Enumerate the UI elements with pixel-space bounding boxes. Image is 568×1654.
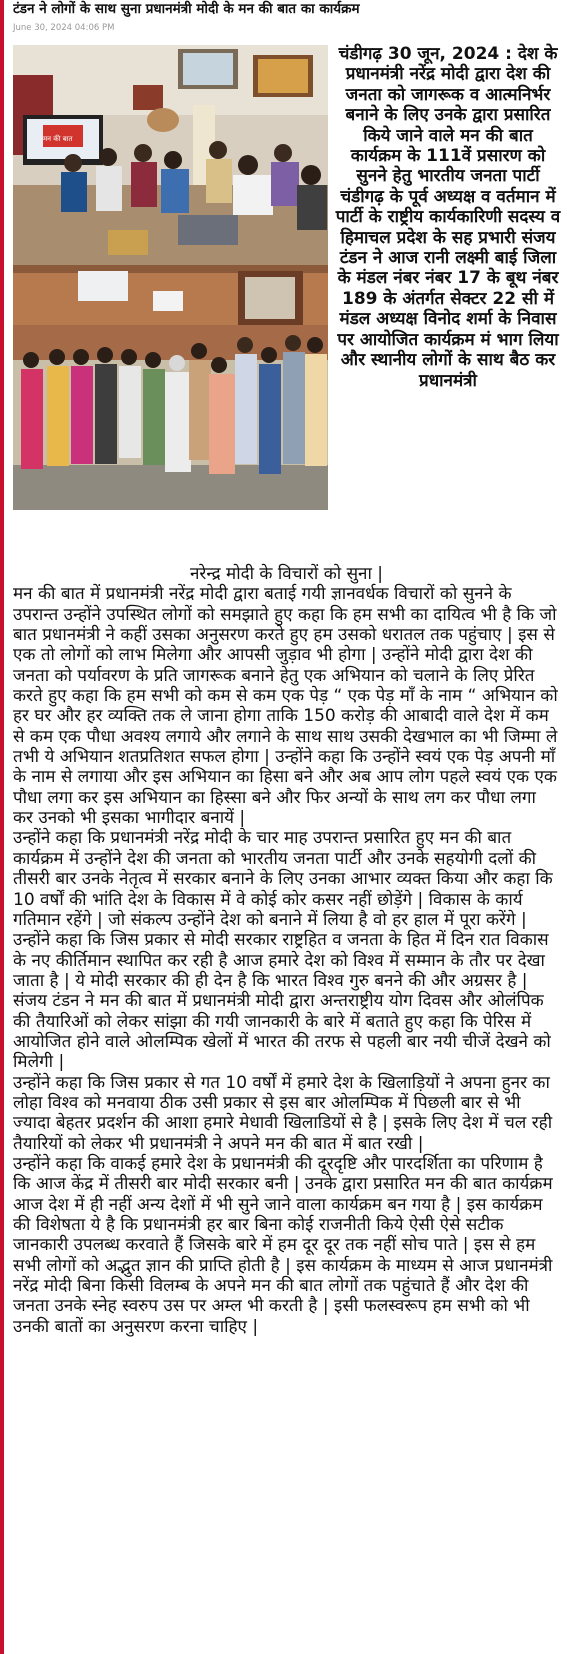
lead-text: देश के प्रधानमंत्री नरेंद्र मोदी द्वारा देश की जनता को जागरूक व आत्मनिर्भर बनाने के लिए उनके द्वारा प्रसारित किये जाने वाले मन की बात कार्यक्रम के 111वें प्रसारण को सुनने हेतु भारतीय जनता पार्टी चंडीगढ़ के पूर्व अध्यक्ष व वर्तमान में पार्टी के राष्ट्रीय कार्यकारिणी सदस्य व हिमाचल प्रदेश के सह प्रभारी संजय टंडन ने आज रानी लक्ष्मी बाई जिला के मंडल नंबर नंबर 17 के बूथ नंबर 189 के अंतर्गत सेक्टर 22 सी में मंडल अध्यक्ष विनोद शर्मा के निवास पर आयोजित कार्यक्रम मं भाग लिया और स्थानीय लोगों के साथ बैठ कर प्रधानमंत्री	[335, 44, 561, 391]
tv-gathering-image	[13, 45, 328, 265]
article-headline: टंडन ने लोगों के साथ सुना प्रधानमंत्री मोदी के मन की बात का कार्यक्रम	[13, 1, 360, 17]
article	[13, 0, 561, 1337]
article-body	[13, 564, 560, 1337]
article-timestamp: June 30, 2024 04:06 PM	[13, 23, 115, 33]
photo-group[interactable]	[13, 265, 328, 510]
body-paragraph: मन की बात में प्रधानमंत्री नरेंद्र मोदी द्वारा बताई गयी ज्ञानवर्धक विचारों को सुनने के उपरान्त उन्होंने उपस्थित लोगों को समझाते हुए कहा कि हम सभी का दायित्व भी है कि जो बात प्रधानमंत्री ने कहीं उसका अनुसरण करते हुए हम उसको धरातल तक पहुंचाए | इस से एक तो लोगों को लाभ मिलेगा और आपसी जुड़ाव भी होगा | उन्होंने मोदी द्वारा देश की जनता को पर्यावरण के प्रति जागरूक बनाने हेतु एक अभियान को चलाने के लिए प्रेरित करते हुए कहा कि हम सभी को कम से कम एक पेड़ “ एक पेड़ माँ के नाम “ अभियान को हर घर और हर व्यक्ति तक ले जाना होगा ताकि 150 करोड़ की आबादी वाले देश में कम से कम एक पौधा अवश्य लगाये और लगाने के साथ साथ उसकी देखभाल का भी जिम्मा ले तभी ये अभियान शतप्रतिशत सफल होगा | उन्होंने कहा कि उन्होंने स्वयं एक पेड़ अपनी माँ के नाम से लगाया और इस अभियान का हिसा बने और अब आप लोग पहले स्वयं एक एक पौधा लगा कर इस अभियान का हिस्सा बने और फिर अन्यों के साथ लग कर पौधा लगा कर उनको भी इसका भागीदार बनायें |	[13, 584, 558, 829]
dateline: चंडीगढ़ 30 जून, 2024 :	[338, 44, 512, 64]
lead-continuation: नरेन्द्र मोदी के विचारों को सुना |	[189, 564, 384, 584]
photo-tv-gathering[interactable]	[13, 45, 328, 265]
body-paragraph: उन्होंने कहा कि प्रधानमंत्री नरेंद्र मोदी के चार माह उपरान्त प्रसारित हुए मन की बात कार्यक्रम में उन्होंने देश की जनता को भारतीय जनता पार्टी और उनके सहयोगी दलों की तीसरी बार उनके नेतृत्व में सरकार बनाने के लिए उनका आभार व्यक्त किया और कहा कि 10 वर्षों की भांति देश के विकास में वे कोई कोर कसर नहीं छोड़ेंगे | विकास के कार्य गतिमान रहेंगे | जो संकल्प उन्होंने देश को बनाने में लिया है वो हर हाल में पूरा करेंगे | उन्होंने कहा कि जिस प्रकार से मोदी सरकार राष्ट्रहित व जनता के हित में दिन रात विकास के नए कीर्तिमान स्थापित कर रही है आज हमारे देश को विश्व में सम्मान के तौर पर देखा जाता है | ये मोदी सरकार की ही देन है कि भारत विश्व गुरु बनने की और अग्रसर है |	[13, 828, 553, 991]
body-paragraph: उन्होंने कहा कि जिस प्रकार से गत 10 वर्षों में हमारे देश के खिलाड़ियों ने अपना हुनर का लोहा विश्व को मनवाया ठीक उसी प्रकार से इस बार ओलम्पिक में पिछली बार से भी ज्यादा बेहतर प्रदर्शन की आशा हमारे मेधावी खिलाडियों से है | इसके लिए देश में चल रही तैयारियों को लेकर भी प्रधानमंत्री ने अपने मन की बात में बात रखी |	[13, 1072, 553, 1154]
photo-column	[13, 45, 328, 510]
accent-bar	[0, 0, 4, 1654]
body-paragraph: संजय टंडन ने मन की बात में प्रधानमंत्री मोदी द्वारा अन्तराष्ट्रीय योग दिवस और ओलंपिक की तैयारिओं को लेकर सांझा की गयी जानकारी के बारे में बताते हुए कहा कि पेरिस में आयोजित होने वाले ओलम्पिक खेलों में भारत की तरफ से पहली बार नयी चीजें देखने को मिलेगी |	[13, 991, 551, 1073]
body-paragraph: उन्होंने कहा कि वाकई हमारे देश के प्रधानमंत्री की दूरदृष्टि और पारदर्शिता का परिणाम है कि आज केंद्र में तीसरी बार मोदी सरकार बनी | उनके द्वारा प्रसारित मन की बात कार्यक्रम आज देश में ही नहीं अन्य देशों में भी सुने जाने वाला कार्यक्रम बन गया है | इस कार्यक्रम की विशेषता ये है कि प्रधानमंत्री हर बार बिना कोई राजनीती किये ऐसी ऐसे सटीक जानकारी उपलब्ध करवाते हैं जिसके बारे में हम दूर दूर तक नहीं सोच पाते | इस से हम सभी लोगों को अद्भुत ज्ञान की प्राप्ति होती है | इस कार्यक्रम के माध्यम से आज प्रधानमंत्री नरेंद्र मोदी बिना किसी विलम्ब के अपने मन की बात लोगों तक पहुंचाते हैं और देश की जनता उनके स्नेह स्वरुप उस पर अम्ल भी करती है | इसी फलस्वरूप हम सभी को भी उनकी बातों का अनुसरण करना चाहिए |	[13, 1153, 553, 1337]
tv-screen-label: मन की बात	[43, 135, 73, 143]
lead-paragraph	[335, 44, 561, 391]
group-image	[13, 265, 328, 510]
